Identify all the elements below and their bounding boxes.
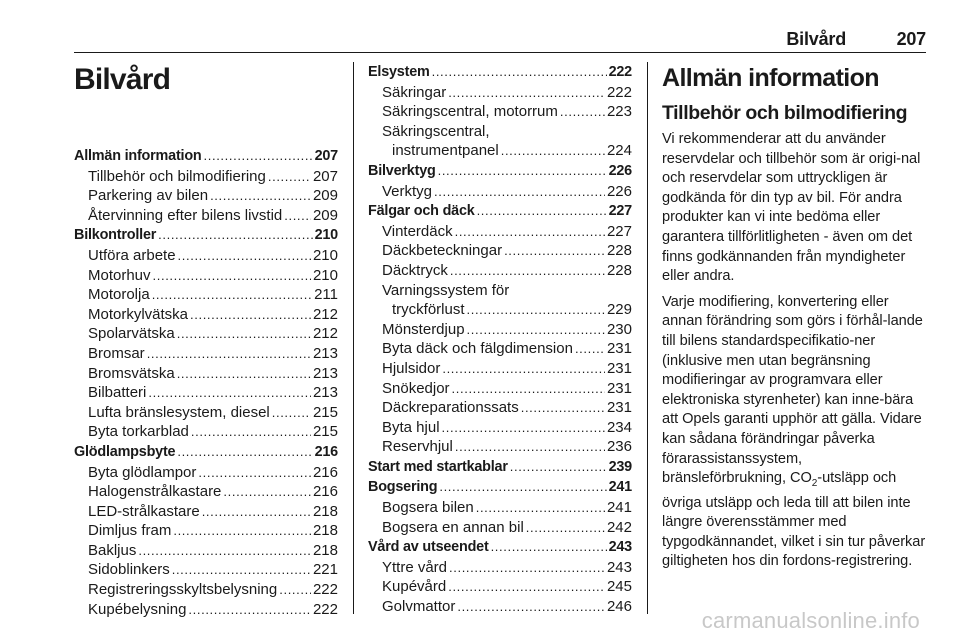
- toc-entry-label: Utföra arbete: [88, 246, 176, 264]
- toc-leader-dots: [560, 102, 605, 122]
- toc-entry-label: Start med startkablar: [368, 458, 508, 475]
- toc-leader-dots: [177, 442, 312, 462]
- toc-entry-page: 210: [314, 227, 338, 244]
- toc-entry-page: 223: [606, 103, 632, 121]
- toc-leader-dots: [202, 502, 311, 522]
- toc-entry-page: 218: [312, 502, 338, 520]
- toc-leader-dots: [190, 305, 311, 325]
- toc-entry-label: Bilkontroller: [74, 227, 157, 244]
- column-divider-right: [647, 62, 648, 614]
- toc-entry-label: Vård av utseendet: [368, 539, 489, 556]
- toc-entry-page: 236: [606, 438, 632, 456]
- toc-entry[interactable]: [74, 167, 338, 187]
- toc-entry-page: 213: [312, 384, 338, 402]
- toc-leader-dots: [477, 201, 607, 221]
- toc-entry[interactable]: [368, 261, 632, 281]
- toc-entry-page: 222: [608, 64, 632, 80]
- toc-entry-label: Bilverktyg: [368, 162, 436, 179]
- toc-entry[interactable]: [368, 320, 632, 340]
- toc-leader-dots: [147, 344, 311, 364]
- toc-leader-dots: [467, 320, 605, 340]
- toc-entry-label: Däcktryck: [382, 261, 448, 279]
- toc-entry-page: 210: [312, 246, 338, 264]
- toc-entry-page: 231: [606, 340, 632, 358]
- paragraph-modification-warning: [662, 293, 928, 572]
- toc-leader-dots: [138, 541, 311, 561]
- toc-entry[interactable]: [368, 498, 632, 518]
- toc-leader-dots: [158, 225, 312, 245]
- toc-entry[interactable]: [368, 83, 632, 103]
- co2-subscript: 2: [811, 478, 818, 489]
- toc-leader-dots: [448, 577, 605, 597]
- page-header: [74, 24, 926, 53]
- toc-entry-label: Motorhuv: [88, 266, 151, 284]
- toc-entry-page: 218: [312, 541, 338, 559]
- toc-entry-label: Vinterdäck: [382, 222, 453, 240]
- toc-leader-dots: [439, 477, 606, 497]
- toc-entry[interactable]: [74, 600, 338, 620]
- paragraph-text-part: -utsläpp och övriga utsläpp och leda till att bilen inte längre överensstämmer med typgodkännandet, vilket i sin tur påverkar giltigheten hos din fordons-registrering.: [662, 470, 926, 570]
- toc-chapter-entry[interactable]: [368, 477, 632, 498]
- article-column: [662, 62, 928, 578]
- toc-entry-page: 216: [314, 443, 338, 460]
- column-divider-left: [353, 62, 354, 614]
- toc-entry-page: 207: [314, 148, 338, 164]
- toc-column-left: [74, 62, 338, 619]
- toc-entry[interactable]: [74, 324, 338, 344]
- toc-entry-label: Bogsera bilen: [382, 499, 474, 517]
- toc-entry-page: 243: [606, 558, 632, 576]
- toc-entry-page: 212: [312, 325, 338, 343]
- toc-leader-dots: [172, 560, 311, 580]
- subsection-title: Tillbehör och bilmodifiering: [662, 102, 908, 124]
- toc-leader-dots: [521, 398, 605, 418]
- toc-entry[interactable]: [368, 102, 632, 122]
- toc-column-middle: [368, 62, 632, 617]
- toc-entry-label: Återvinning efter bilens livstid: [88, 206, 283, 224]
- toc-entry-label: Byta däck och fälgdimension: [382, 340, 573, 358]
- toc-entry[interactable]: [368, 281, 632, 301]
- toc-entry-page: 209: [312, 206, 338, 224]
- toc-chapter-entry[interactable]: [368, 457, 632, 478]
- section-title: Allmän information: [662, 64, 879, 92]
- toc-entry[interactable]: [368, 597, 632, 617]
- toc-entry-label: Däckreparationssats: [382, 399, 519, 417]
- toc-entry-label: Parkering av bilen: [88, 187, 209, 205]
- toc-entry-label: Kupébelysning: [88, 600, 187, 618]
- toc-entry-page: 226: [608, 162, 632, 179]
- toc-entry[interactable]: [74, 580, 338, 600]
- toc-leader-dots: [476, 498, 605, 518]
- toc-leader-dots: [210, 186, 311, 206]
- toc-entry-page: 243: [608, 539, 632, 556]
- toc-entry[interactable]: [368, 122, 632, 142]
- toc-entry-page: 216: [312, 463, 338, 481]
- toc-entry-page: 218: [312, 522, 338, 540]
- toc-entry-page: 213: [312, 364, 338, 382]
- toc-entry-label: Motorolja: [88, 286, 150, 304]
- toc-entry-page: 213: [312, 344, 338, 362]
- toc-chapter-entry[interactable]: [368, 537, 632, 558]
- toc-leader-dots: [191, 422, 311, 442]
- toc-entry[interactable]: [74, 246, 338, 266]
- toc-chapter-entry[interactable]: [368, 62, 632, 83]
- toc-entry[interactable]: [74, 521, 338, 541]
- toc-entry-label: Elsystem: [368, 64, 430, 80]
- toc-entry[interactable]: [368, 222, 632, 242]
- toc-chapter-entry[interactable]: [368, 161, 632, 182]
- toc-entry[interactable]: [368, 241, 632, 261]
- toc-leader-dots: [279, 580, 311, 600]
- toc-entry-page: 215: [312, 423, 338, 441]
- toc-entry-label: Fälgar och däck: [368, 203, 475, 220]
- toc-leader-dots: [526, 518, 605, 538]
- toc-entry-label: Byta torkarblad: [88, 423, 189, 441]
- toc-entry-label: Golvmattor: [382, 598, 456, 616]
- toc-entry[interactable]: [74, 186, 338, 206]
- toc-entry[interactable]: [74, 305, 338, 325]
- toc-entry-label: Halogenstrålkastare: [88, 483, 222, 501]
- toc-entry-label: instrumentpanel: [392, 142, 499, 160]
- toc-entry-page: 246: [606, 598, 632, 616]
- toc-leader-dots: [173, 521, 311, 541]
- toc-entry-label: Allmän information: [74, 148, 202, 164]
- toc-leader-dots: [198, 463, 311, 483]
- toc-entry[interactable]: [74, 364, 338, 384]
- toc-leader-dots: [510, 457, 607, 477]
- toc-entry[interactable]: [74, 502, 338, 522]
- toc-leader-dots: [204, 146, 313, 166]
- toc-entry-label: Sidoblinkers: [88, 561, 170, 579]
- toc-entry-label: Bogsera en annan bil: [382, 518, 524, 536]
- running-header-title: Bilvård: [786, 29, 846, 49]
- toc-entry-label: Hjulsidor: [382, 359, 441, 377]
- toc-leader-dots: [575, 339, 605, 359]
- toc-leader-dots: [449, 558, 605, 578]
- toc-entry-page: 231: [606, 379, 632, 397]
- toc-entry-label: Säkringscentral,: [382, 122, 490, 140]
- toc-entry-label: Dimljus fram: [88, 522, 172, 540]
- toc-entry[interactable]: [368, 359, 632, 379]
- watermark: carmanualsonline.info: [701, 608, 920, 633]
- toc-entry-page: 221: [312, 561, 338, 579]
- toc-entry[interactable]: [74, 206, 338, 226]
- toc-entry-page: 242: [606, 518, 632, 536]
- toc-entry-label: Bilbatteri: [88, 384, 147, 402]
- toc-entry[interactable]: [368, 379, 632, 399]
- toc-entry-label: Tillbehör och bilmodifiering: [88, 167, 266, 185]
- toc-entry[interactable]: [74, 422, 338, 442]
- toc-entry-label: tryckförlust: [392, 301, 465, 319]
- toc-entry[interactable]: [368, 558, 632, 578]
- toc-entry-page: 211: [314, 286, 338, 304]
- toc-entry-page: 222: [312, 581, 338, 599]
- toc-entry-label: Säkringscentral, motorrum: [382, 103, 558, 121]
- toc-entry-page: 224: [606, 142, 632, 160]
- toc-entry-label: Bromsar: [88, 344, 145, 362]
- toc-leader-dots: [178, 246, 311, 266]
- paragraph-text-part: Varje modifiering, konvertering eller annan förändring som görs i förhål-lande till bilens standardspecifikatio-ner (inklusive men utan begränsning modifieringar av programvara eller elektroniska styrenheter) kan inne-bära att Opels garanti upphör att gälla. Vidare kan sådana förändringar påverka förarassistanssystem, bränsleförbrukning, CO: [662, 293, 923, 487]
- toc-entry-label: Lufta bränslesystem, diesel: [88, 403, 270, 421]
- chapter-title: Bilvård: [74, 63, 171, 96]
- toc-entry[interactable]: [74, 403, 338, 423]
- toc-entry-page: 245: [606, 578, 632, 596]
- toc-leader-dots: [452, 379, 605, 399]
- toc-leader-dots: [501, 141, 605, 161]
- toc-entry-label: Yttre vård: [382, 558, 448, 576]
- toc-leader-dots: [148, 383, 311, 403]
- toc-leader-dots: [284, 206, 311, 226]
- toc-entry[interactable]: [368, 418, 632, 438]
- toc-entry[interactable]: [74, 344, 338, 364]
- toc-list-middle: [368, 62, 632, 617]
- toc-leader-dots: [434, 182, 605, 202]
- toc-leader-dots: [272, 403, 311, 423]
- toc-entry[interactable]: [74, 541, 338, 561]
- toc-entry-label: Kupévård: [382, 578, 447, 596]
- toc-entry[interactable]: [368, 518, 632, 538]
- toc-entry-page: 222: [606, 83, 632, 101]
- toc-entry-page: 234: [606, 418, 632, 436]
- toc-entry[interactable]: [74, 266, 338, 286]
- toc-entry-page: 222: [312, 600, 338, 618]
- toc-entry-page: 207: [312, 167, 338, 185]
- toc-entry-label: Bogsering: [368, 479, 438, 496]
- toc-leader-dots: [455, 222, 605, 242]
- toc-leader-dots: [450, 261, 605, 281]
- toc-entry[interactable]: [74, 463, 338, 483]
- toc-entry-label: Verktyg: [382, 182, 433, 200]
- toc-leader-dots: [177, 364, 311, 384]
- paragraph-recommendation: Vi rekommenderar att du använder reservdelar och tillbehör som är origi-nal och reservdelar som uttryckligen är godkända för din typ av bil. För andra produkter kan vi inte bedöma eller garantera tillförlitligheten - även om det finns godkännanden från myndigheter eller andra.: [662, 131, 921, 285]
- toc-entry-page: 216: [312, 483, 338, 501]
- toc-leader-dots: [438, 161, 607, 181]
- toc-entry[interactable]: [74, 285, 338, 305]
- toc-entry-page: 210: [312, 266, 338, 284]
- toc-entry-label: Spolarvätska: [88, 325, 175, 343]
- page-number: 207: [896, 29, 926, 49]
- toc-leader-dots: [442, 418, 605, 438]
- toc-entry-page: 230: [606, 320, 632, 338]
- toc-leader-dots: [455, 437, 605, 457]
- toc-entry-label: Säkringar: [382, 83, 447, 101]
- toc-entry[interactable]: [368, 141, 632, 161]
- toc-entry-label: Däckbeteckningar: [382, 242, 503, 260]
- toc-leader-dots: [457, 597, 605, 617]
- toc-leader-dots: [188, 600, 311, 620]
- toc-leader-dots: [442, 359, 605, 379]
- toc-chapter-entry[interactable]: [368, 201, 632, 222]
- toc-list-left: [74, 146, 338, 619]
- toc-entry-page: 231: [606, 399, 632, 417]
- toc-leader-dots: [153, 266, 311, 286]
- toc-entry-label: Mönsterdjup: [382, 320, 465, 338]
- toc-entry-label: Varningssystem för: [382, 281, 510, 299]
- toc-entry-page: 209: [312, 187, 338, 205]
- toc-entry[interactable]: [74, 383, 338, 403]
- toc-entry-label: Byta hjul: [382, 418, 440, 436]
- toc-entry[interactable]: [368, 300, 632, 320]
- toc-entry-page: 241: [608, 479, 632, 496]
- toc-entry-page: 227: [606, 222, 632, 240]
- toc-entry-label: Registreringsskyltsbelysning: [88, 581, 278, 599]
- toc-leader-dots: [467, 300, 605, 320]
- toc-entry-page: 231: [606, 359, 632, 377]
- toc-entry[interactable]: [368, 577, 632, 597]
- toc-entry-label: Reservhjul: [382, 438, 453, 456]
- toc-entry[interactable]: [74, 482, 338, 502]
- toc-entry[interactable]: [74, 560, 338, 580]
- toc-leader-dots: [432, 62, 607, 82]
- toc-entry[interactable]: [368, 437, 632, 457]
- toc-entry-label: Bromsvätska: [88, 364, 175, 382]
- toc-entry-label: LED-strålkastare: [88, 502, 200, 520]
- toc-entry-page: 228: [606, 261, 632, 279]
- toc-entry-page: 226: [606, 182, 632, 200]
- toc-entry-label: Byta glödlampor: [88, 463, 197, 481]
- toc-entry-page: 228: [606, 242, 632, 260]
- toc-leader-dots: [491, 537, 607, 557]
- toc-chapter-entry[interactable]: [74, 442, 338, 463]
- toc-entry-label: Motorkylvätska: [88, 305, 189, 323]
- toc-entry[interactable]: [368, 398, 632, 418]
- toc-leader-dots: [152, 285, 312, 305]
- toc-leader-dots: [504, 241, 605, 261]
- toc-entry[interactable]: [368, 339, 632, 359]
- toc-entry-page: 241: [606, 499, 632, 517]
- toc-entry-label: Bakljus: [88, 541, 137, 559]
- toc-entry[interactable]: [368, 182, 632, 202]
- toc-leader-dots: [268, 167, 311, 187]
- toc-entry-label: Snökedjor: [382, 379, 450, 397]
- toc-entry-label: Glödlampsbyte: [74, 443, 176, 460]
- toc-entry-page: 212: [312, 305, 338, 323]
- toc-leader-dots: [448, 83, 605, 103]
- toc-chapter-entry[interactable]: [74, 146, 338, 167]
- toc-entry-page: 227: [608, 203, 632, 220]
- toc-leader-dots: [223, 482, 311, 502]
- toc-chapter-entry[interactable]: [74, 225, 338, 246]
- toc-leader-dots: [177, 324, 311, 344]
- toc-entry-page: 229: [606, 301, 632, 319]
- toc-entry-page: 239: [608, 458, 632, 475]
- toc-entry-page: 215: [312, 403, 338, 421]
